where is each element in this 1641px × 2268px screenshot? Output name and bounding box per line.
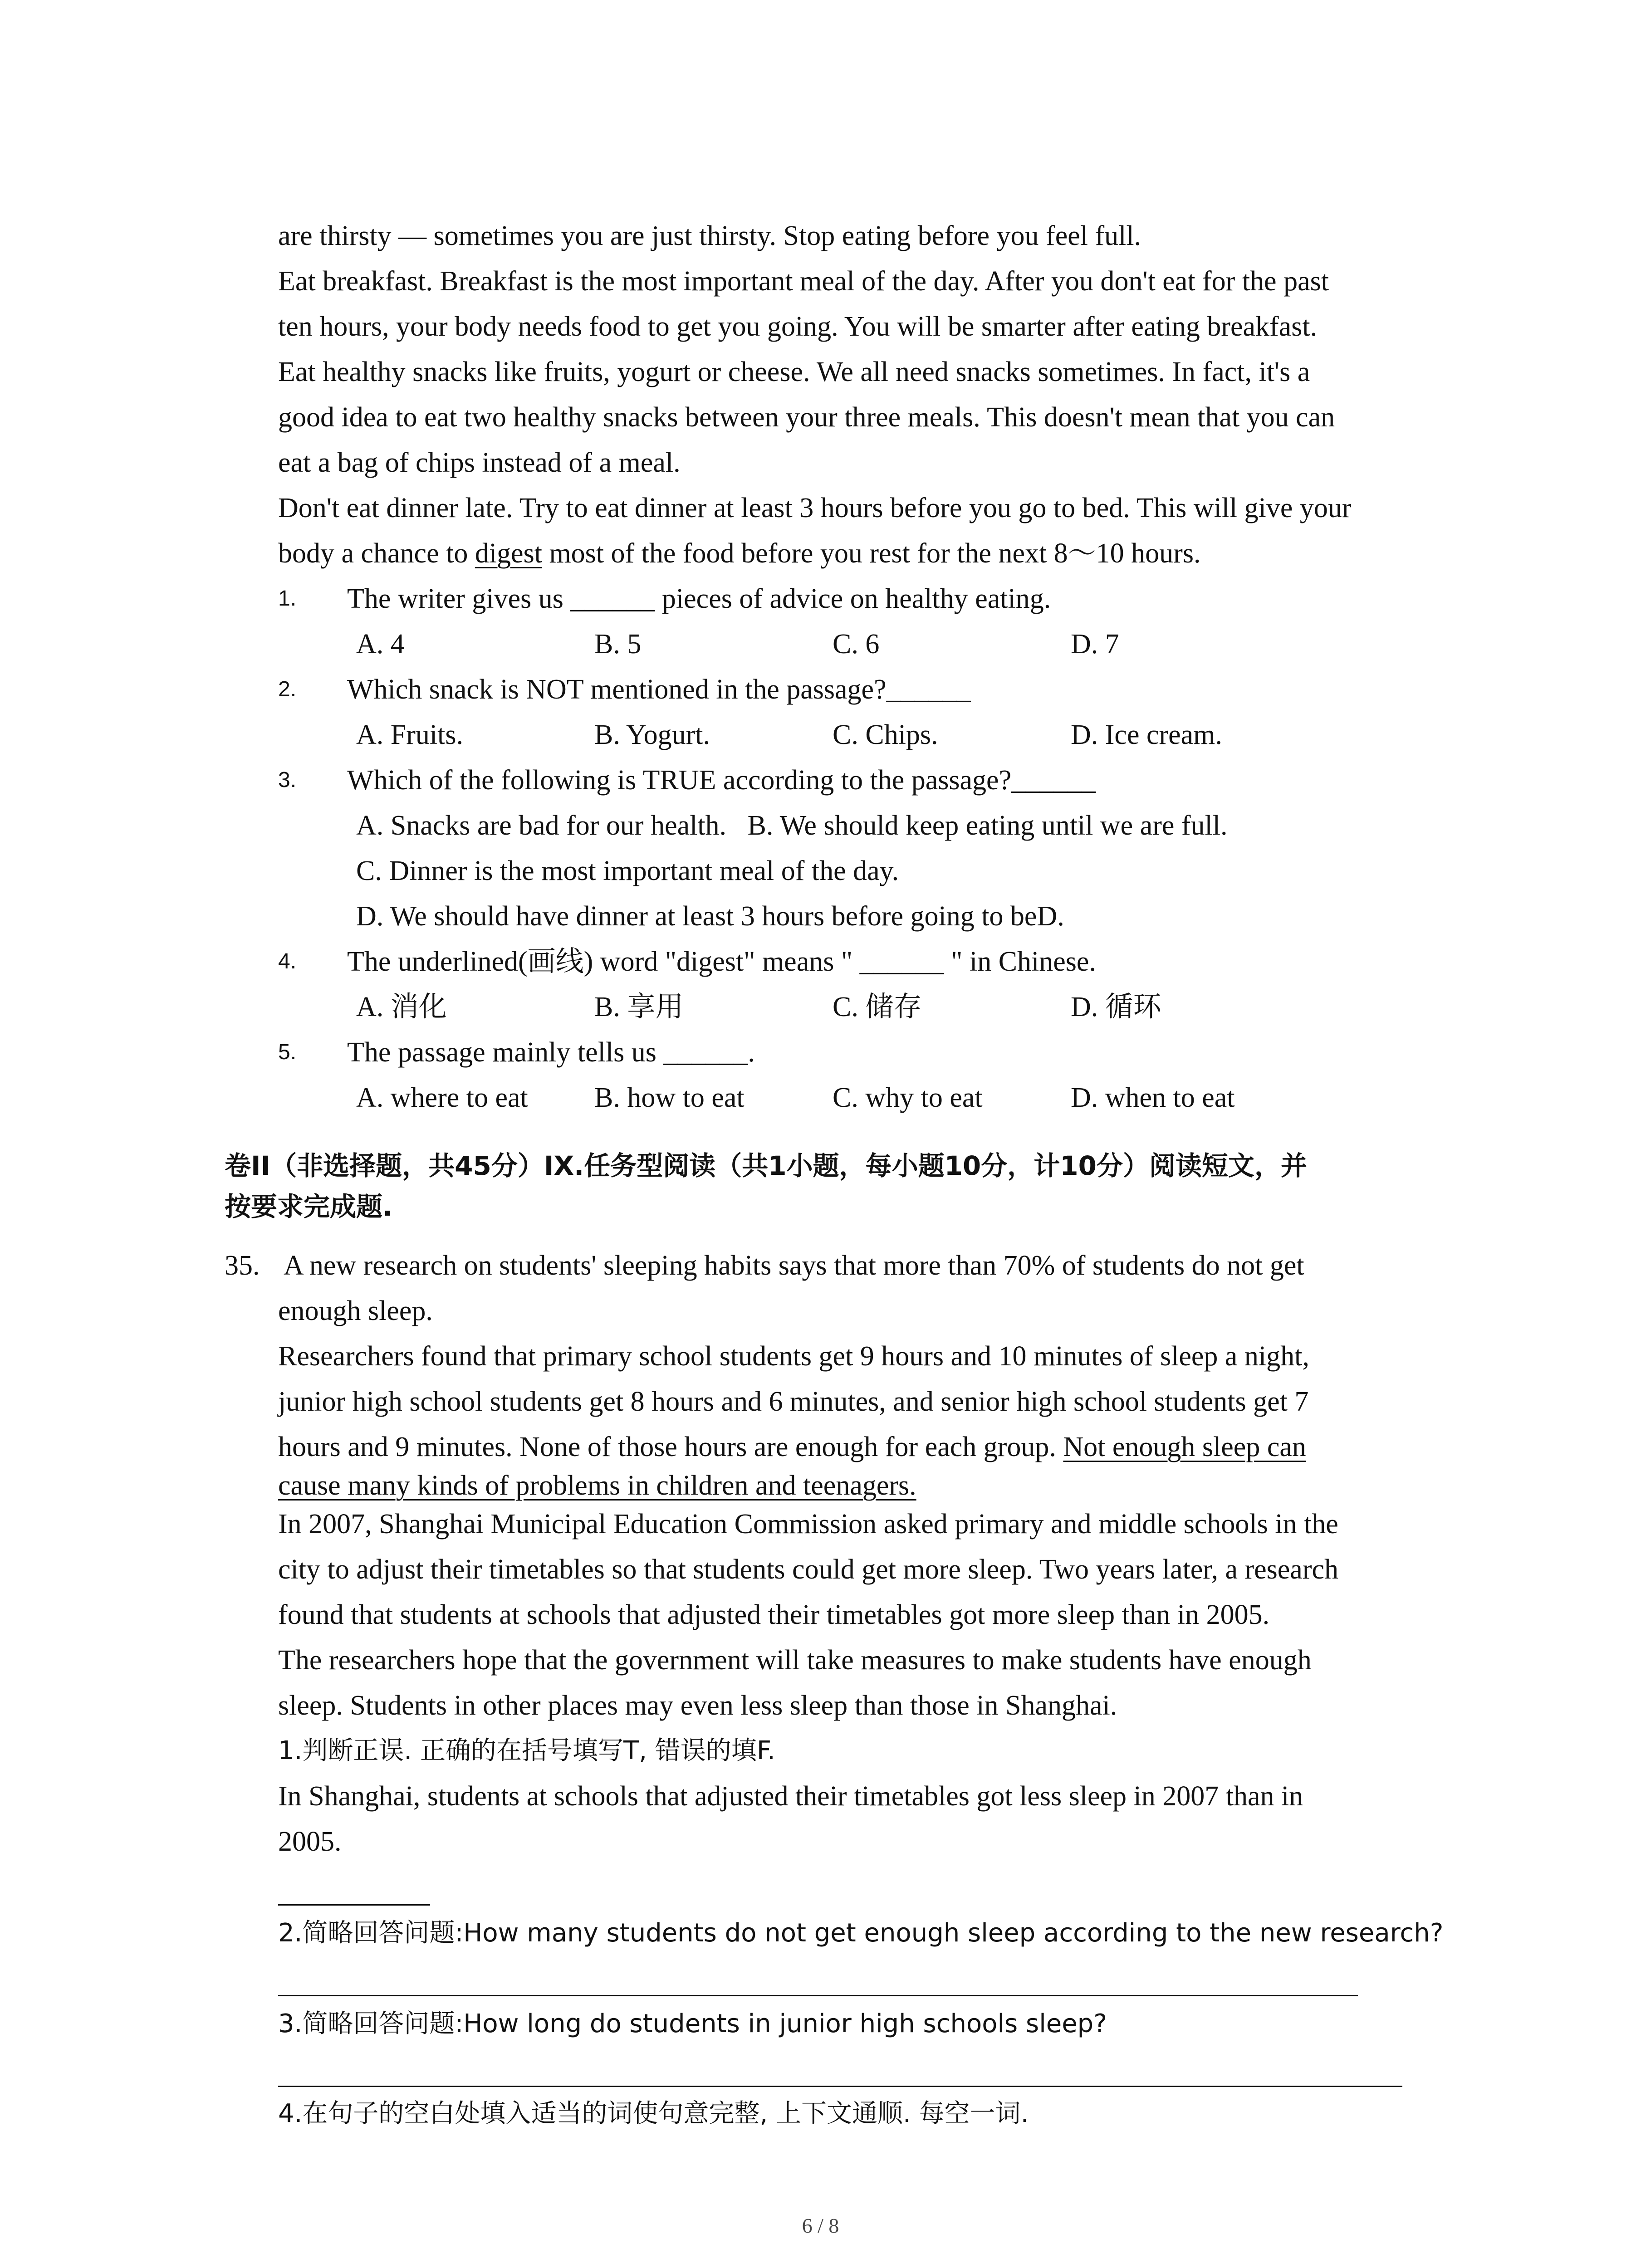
task-text: 3.简略回答问题:How long do students in junior high schools sleep? [278,2009,1107,2038]
passage-line: Don't eat dinner late. Try to eat dinner at least 3 hours before you go to bed. This will give your [278,493,1352,523]
passage-line: Researchers found that primary school students get 9 hours and 10 minutes of sleep a night, [278,1341,1309,1372]
page-number: 6 / 8 [802,2214,839,2237]
option-c: C. Chips. [833,719,938,750]
task-text [278,1914,1443,1951]
option-a: A. where to eat [356,1082,528,1113]
question-text: The underlined(画线) word "digest" means " ______ " in Chinese. [347,946,1096,977]
option-b: B. 享用 [594,992,684,1022]
task-text: In Shanghai, students at schools that adjusted their timetables got less sleep in 2007 than in [278,1781,1303,1812]
passage-line: Eat healthy snacks like fruits, yogurt or cheese. We all need snacks sometimes. In fact, it's a [278,357,1310,387]
task-text: 2005. [278,1826,342,1857]
option-c: C. 储存 [833,992,922,1022]
question-text: Which of the following is TRUE according to the passage?______ [347,765,1096,796]
question-text: The passage mainly tells us ______. [347,1037,755,1068]
passage-text: body a chance to [278,538,475,569]
question-number: 1. [278,587,297,611]
underlined-word-digest: digest [475,538,542,569]
answer-blank[interactable] [278,2086,1402,2087]
section-heading: 卷II（非选择题，共45分）IX.任务型阅读（共1小题，每小题10分，计10分）阅读短文，并 [225,1150,1307,1181]
option-line: A. Snacks are bad for our health. B. We should keep eating until we are full. [356,810,1228,841]
option-d: D. Ice cream. [1071,719,1222,750]
option-a: A. 消化 [356,992,447,1022]
option-c: C. 6 [833,629,880,660]
question-number: 3. [278,768,297,792]
passage-line: sleep. Students in other places may even less sleep than those in Shanghai. [278,1690,1117,1721]
passage-line: city to adjust their timetables so that students could get more sleep. Two years later, a research [278,1554,1338,1585]
question-number: 5. [278,1040,297,1064]
passage-line: Eat breakfast. Breakfast is the most important meal of the day. After you don't eat for the past [278,266,1329,297]
question-text: The writer gives us ______ pieces of advice on healthy eating. [347,583,1051,614]
passage-line: The researchers hope that the government will take measures to make students have enough [278,1645,1312,1676]
option-c: C. why to eat [833,1082,983,1113]
passage-line: are thirsty — sometimes you are just thirsty. Stop eating before you feel full. [278,220,1141,251]
question-number: 4. [278,949,297,973]
passage-line: junior high school students get 8 hours and 6 minutes, and senior high school students get 7 [278,1386,1309,1417]
underlined-sentence: cause many kinds of problems in children and teenagers. [278,1470,916,1501]
underlined-sentence: Not enough sleep can [1063,1432,1306,1462]
task-label: 4.在句子的空白处填入适当的词使句意完整, 上下文通顺. 每空一词. [278,2099,1029,2128]
option-b: B. Yogurt. [594,719,710,750]
passage-text: most of the food before you rest for the next 8～10 hours. [542,538,1201,569]
passage-line [278,1429,1306,1465]
section-heading: 按要求完成题. [225,1191,393,1222]
task-label: 1.判断正误. 正确的在括号填写T, 错误的填F. [278,1736,775,1765]
option-a: A. 4 [356,629,405,660]
passage-line: In 2007, Shanghai Municipal Education Commission asked primary and middle schools in the [278,1509,1338,1540]
option-b: B. how to eat [594,1082,745,1113]
passage-line [278,1467,916,1504]
option-a: A. Fruits. [356,719,463,750]
option-d: D. 7 [1071,629,1119,660]
question-number: 2. [278,677,297,701]
question-number: 35. [225,1250,260,1281]
option-line: C. Dinner is the most important meal of the day. [356,855,899,886]
passage-line: enough sleep. [278,1295,433,1326]
passage-line: eat a bag of chips instead of a meal. [278,447,681,478]
option-d: D. 循环 [1071,992,1161,1022]
task-text [278,2005,1107,2042]
question-text: Which snack is NOT mentioned in the passage?______ [347,674,971,705]
passage-text: hours and 9 minutes. None of those hours are enough for each group. [278,1432,1063,1462]
passage-line [278,535,1200,572]
option-d: D. when to eat [1071,1082,1235,1113]
passage-line: ten hours, your body needs food to get you going. You will be smarter after eating breakfast. [278,311,1318,342]
answer-blank[interactable] [278,1995,1358,1996]
passage-line: A new research on students' sleeping habits says that more than 70% of students do not get [284,1250,1304,1281]
passage-line: good idea to eat two healthy snacks between your three meals. This doesn't mean that you can [278,402,1335,433]
passage-line: found that students at schools that adjusted their timetables got more sleep than in 2005. [278,1599,1270,1630]
option-line: D. We should have dinner at least 3 hours before going to beD. [356,901,1064,932]
task-text: 2.简略回答问题:How many students do not get enough sleep according to the new research? [278,1918,1444,1948]
answer-blank[interactable] [278,1904,430,1906]
option-b: B. 5 [594,629,642,660]
